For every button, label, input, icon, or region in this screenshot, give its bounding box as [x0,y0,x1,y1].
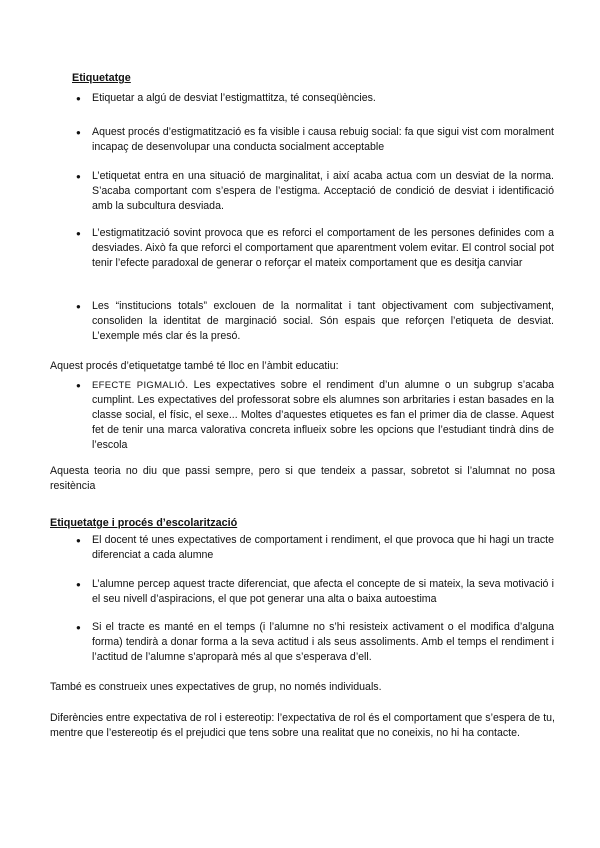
pygmalion-label: EFECTE PIGMALIÓ [92,380,186,391]
list-item: ● Les “institucions totals” exclouen de la normalitat i tant objectivament com subjectivament, consoliden la identitat de marginació social. Són espais que reforçen l’etiqueta de desviat. L’exemple més clar és la presó. [92,299,554,344]
differences-paragraph: Diferències entre expectativa de rol i estereotip: l’expectativa de rol és el comportament que s’espera de tu, mentre que l’estereotip és el prejudici que tens sobre una realitat que no coneixis, no hi ha contacte. [50,712,555,739]
pygmalion-item [92,378,554,453]
intro-school-paragraph: Aquest procés d’etiquetatge també té lloc en l’àmbit educatiu: [50,360,339,372]
list-item: ● L’estigmatització sovint provoca que es reforci el comportament de les persones definides com a desviades. Això fa que reforci el comportament que aparentment volem evitar. El control social pot tenir l’efecte paradoxal de generar o reforçar el mateix comportament que es desitja canviar [92,226,554,271]
list-item: ● L’etiquetat entra en una situació de marginalitat, i així acaba actua com un desviat de la norma. S’acaba comportant com s’espera de l’estigma. Acceptació de condició de desviat i identificació amb la subcultura desviada. [92,169,554,214]
theory-note-paragraph: Aquesta teoria no diu que passi sempre, pero si que tendeix a passar, sobretot si l’alumnat no posa resitència [50,465,555,492]
group-note-paragraph: També es construeix unes expectatives de grup, no només individuals. [50,681,382,693]
list-item: ● Etiquetar a algú de desviat l’estigmattitza, té conseqüències. [92,91,554,106]
list-item: ● Si el tracte es manté en el temps (i l’alumne no s’hi resisteix activament o el modifica d’alguna forma) tendirà a donar forma a la seva actitud i als seus assoliments. Amb el temps el rendiment i l’actitud de l’alumne s’aproparà més al que s’esperava d’ell. [92,620,554,665]
list-item: ● Aquest procés d’estigmatització es fa visible i causa rebuig social: fa que sigui vist com moralment incapaç de desenvolupar una conducta socialment acceptable [92,125,554,155]
section-heading-escolaritzacio: Etiquetatge i procés d’escolarització [50,517,238,529]
section-heading-etiquetatge: Etiquetatge [72,72,131,84]
pygmalion-text: . Les expectatives sobre el rendiment d’un alumne o un subgrup s’acaba cumplint. Les expectatives del professorat sobre els alumnes son arbritaries i estan basades en la classe social, el físic, el sexe... Moltes d’aquestes etiquetes es fan el primer dia de classe. Aquest fet de tenir una marca valorativa concreta influeix sobre les opcions que l’estudiant tindrà dins de l’escola [92,379,555,451]
list-item: ● L’alumne percep aquest tracte diferenciat, que afecta el concepte de si mateix, la seva motivació i el seu nivell d’aspiracions, el que pot generar una alta o baixa autoestima [92,577,554,607]
list-item: ● El docent té unes expectatives de comportament i rendiment, el que provoca que hi hagi un tracte diferenciat a cada alumne [92,533,554,563]
